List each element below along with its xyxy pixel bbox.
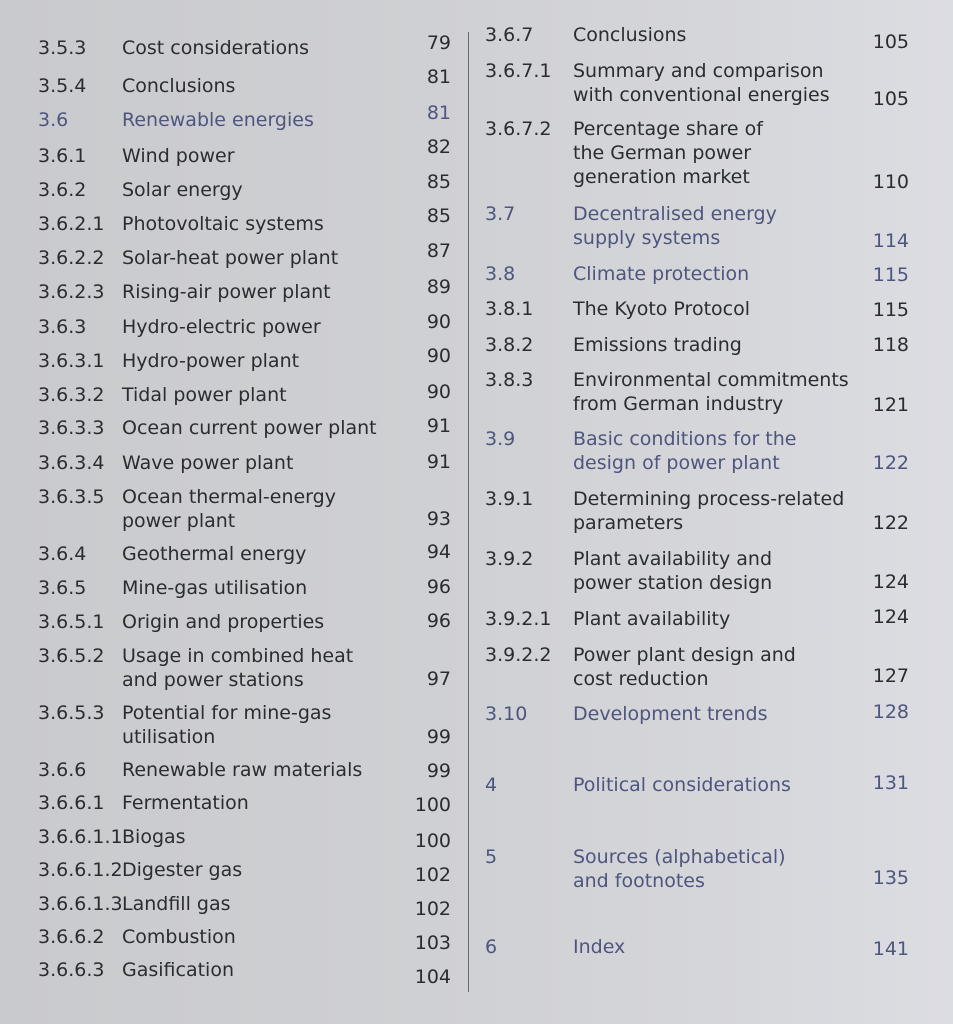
toc-entry-number: 3.8.1: [485, 298, 534, 320]
toc-entry-page: 135: [872, 867, 909, 889]
toc-entry-number: 3.6.3.1: [38, 350, 105, 372]
toc-entry-page: 93: [426, 508, 451, 530]
toc-entry-title: Summary and comparison with conventional energies: [573, 60, 830, 106]
column-divider: [468, 32, 469, 992]
toc-entry-number: 3.6.3: [38, 316, 87, 338]
toc-entry-number: 3.6.6.1.1: [38, 826, 123, 848]
toc-entry-number: 3.6.1: [38, 145, 87, 167]
toc-entry-number: 3.10: [485, 703, 528, 725]
toc-entry-title: Fermentation: [122, 792, 249, 814]
toc-entry-number: 3.9.2.1: [485, 608, 552, 630]
toc-entry-title: Decentralised energy supply systems: [573, 203, 777, 249]
toc-entry-page: 91: [426, 451, 451, 473]
toc-entry-number: 3.6.2.2: [38, 247, 105, 269]
toc-entry-number: 3.9.1: [485, 488, 534, 510]
toc-entry-title: Usage in combined heat and power stations: [122, 645, 354, 691]
toc-entry-page: 122: [872, 512, 909, 534]
toc-entry-number: 3.6.2.1: [38, 213, 105, 235]
toc-entry-page: 91: [426, 415, 451, 437]
toc-entry-page: 128: [872, 701, 909, 723]
toc-entry-page: 114: [872, 230, 909, 252]
toc-entry-number: 3.6.6.1.2: [38, 859, 123, 881]
toc-entry-title: Hydro-power plant: [122, 350, 300, 372]
toc-entry-page: 124: [872, 571, 909, 593]
toc-entry-title: Determining process-related parameters: [573, 488, 845, 534]
toc-entry-page: 102: [414, 898, 451, 920]
toc-entry-number: 3.6.7.2: [485, 118, 552, 140]
toc-entry-number: 3.6.3.4: [38, 452, 105, 474]
toc-entry-page: 96: [426, 610, 451, 632]
toc-entry-title: Wind power: [122, 145, 235, 167]
toc-entry-title: Conclusions: [573, 24, 687, 46]
toc-entry-title: Sources (alphabetical) and footnotes: [573, 846, 786, 892]
toc-entry-page: 90: [426, 345, 451, 367]
toc-entry-title: Biogas: [122, 826, 186, 848]
toc-entry-title: Rising-air power plant: [122, 281, 331, 303]
toc-entry-page: 100: [414, 794, 451, 816]
toc-entry-title: Solar-heat power plant: [122, 247, 339, 269]
toc-entry-page: 81: [426, 66, 451, 88]
toc-entry-page: 131: [872, 772, 909, 794]
toc-entry-page: 141: [872, 938, 909, 960]
toc-entry-title: Photovoltaic systems: [122, 213, 324, 235]
toc-entry-number: 3.6.6.1: [38, 792, 105, 814]
toc-entry-title: Political considerations: [573, 774, 791, 796]
toc-entry-title: Combustion: [122, 926, 236, 948]
toc-entry-number: 3.6.6.2: [38, 926, 105, 948]
toc-entry-number: 3.6.6.3: [38, 959, 105, 981]
toc-entry-page: 121: [872, 394, 909, 416]
toc-entry-number: 3.6.2.3: [38, 281, 105, 303]
toc-entry-number: 3.7: [485, 203, 516, 225]
toc-entry-title: Cost considerations: [122, 37, 310, 59]
toc-entry-title: Gasification: [122, 959, 234, 981]
toc-entry-number: 3.8: [485, 263, 516, 285]
toc-entry-title: Percentage share of the German power generation market: [573, 118, 763, 188]
toc-entry-page: 122: [872, 452, 909, 474]
toc-entry-title: Geothermal energy: [122, 543, 307, 565]
toc-entry-page: 90: [426, 311, 451, 333]
toc-entry-title: Renewable energies: [122, 109, 314, 131]
toc-entry-title: Mine-gas utilisation: [122, 577, 308, 599]
toc-entry-number: 3.6.5.1: [38, 611, 105, 633]
toc-entry-page: 118: [872, 334, 909, 356]
toc-entry-page: 104: [414, 966, 451, 988]
toc-entry-number: 6: [485, 936, 498, 958]
toc-entry-title: Development trends: [573, 703, 768, 725]
toc-entry-title: Wave power plant: [122, 452, 294, 474]
toc-entry-number: 3.6.5: [38, 577, 87, 599]
toc-entry-number: 3.9.2.2: [485, 644, 552, 666]
toc-entry-title: Plant availability: [573, 608, 731, 630]
toc-entry-title: Climate protection: [573, 263, 750, 285]
toc-entry-number: 3.6.6.1.3: [38, 893, 123, 915]
toc-entry-page: 127: [872, 665, 909, 687]
toc-entry-page: 99: [426, 726, 451, 748]
toc-entry-title: Ocean current power plant: [122, 417, 377, 439]
toc-entry-page: 115: [872, 264, 909, 286]
toc-entry-number: 3.8.3: [485, 369, 534, 391]
toc-entry-page: 82: [426, 136, 451, 158]
toc-entry-number: 3.6.4: [38, 543, 87, 565]
toc-entry-page: 81: [426, 102, 451, 124]
toc-entry-number: 3.5.4: [38, 75, 87, 97]
toc-entry-number: 5: [485, 846, 498, 868]
toc-entry-page: 79: [426, 32, 451, 54]
toc-entry-page: 89: [426, 276, 451, 298]
toc-entry-number: 4: [485, 774, 498, 796]
toc-entry-number: 3.6.5.3: [38, 702, 105, 724]
toc-entry-number: 3.6.3.3: [38, 417, 105, 439]
toc-entry-page: 124: [872, 606, 909, 628]
toc-entry-page: 94: [426, 541, 451, 563]
toc-entry-page: 99: [426, 760, 451, 782]
toc-entry-number: 3.9.2: [485, 548, 534, 570]
toc-entry-title: Plant availability and power station design: [573, 548, 773, 594]
toc-entry-title: Emissions trading: [573, 334, 742, 356]
toc-entry-title: Digester gas: [122, 859, 243, 881]
toc-entry-number: 3.6.5.2: [38, 645, 105, 667]
toc-entry-title: Ocean thermal-energy power plant: [122, 486, 336, 532]
toc-entry-number: 3.6.3.5: [38, 486, 105, 508]
toc-entry-title: Conclusions: [122, 75, 236, 97]
toc-entry-title: Power plant design and cost reduction: [573, 644, 796, 690]
toc-entry-title: Solar energy: [122, 179, 243, 201]
toc-entry-page: 100: [414, 830, 451, 852]
toc-entry-title: Environmental commitments from German industry: [573, 369, 849, 415]
toc-entry-page: 90: [426, 381, 451, 403]
toc-entry-number: 3.8.2: [485, 334, 534, 356]
toc-entry-title: Hydro-electric power: [122, 316, 321, 338]
toc-entry-page: 102: [414, 864, 451, 886]
toc-entry-page: 87: [426, 240, 451, 262]
toc-entry-page: 96: [426, 576, 451, 598]
toc-entry-page: 85: [426, 205, 451, 227]
toc-entry-number: 3.6.2: [38, 179, 87, 201]
toc-entry-number: 3.6.3.2: [38, 384, 105, 406]
toc-entry-page: 105: [872, 31, 909, 53]
toc-entry-title: Tidal power plant: [122, 384, 287, 406]
toc-entry-title: Renewable raw materials: [122, 759, 363, 781]
toc-entry-page: 105: [872, 88, 909, 110]
toc-entry-title: Landfill gas: [122, 893, 231, 915]
toc-entry-title: Index: [573, 936, 626, 958]
toc-entry-number: 3.5.3: [38, 37, 87, 59]
toc-entry-page: 103: [414, 932, 451, 954]
toc-entry-page: 97: [426, 668, 451, 690]
toc-entry-number: 3.6.7: [485, 24, 534, 46]
toc-entry-number: 3.6.7.1: [485, 60, 552, 82]
toc-entry-title: The Kyoto Protocol: [573, 298, 751, 320]
toc-entry-page: 85: [426, 171, 451, 193]
toc-entry-number: 3.6: [38, 109, 69, 131]
toc-entry-title: Basic conditions for the design of power plant: [573, 428, 797, 474]
toc-entry-title: Origin and properties: [122, 611, 325, 633]
toc-entry-page: 110: [872, 171, 909, 193]
toc-entry-title: Potential for mine-gas utilisation: [122, 702, 332, 748]
toc-entry-number: 3.9: [485, 428, 516, 450]
toc-entry-number: 3.6.6: [38, 759, 87, 781]
toc-entry-page: 115: [872, 299, 909, 321]
